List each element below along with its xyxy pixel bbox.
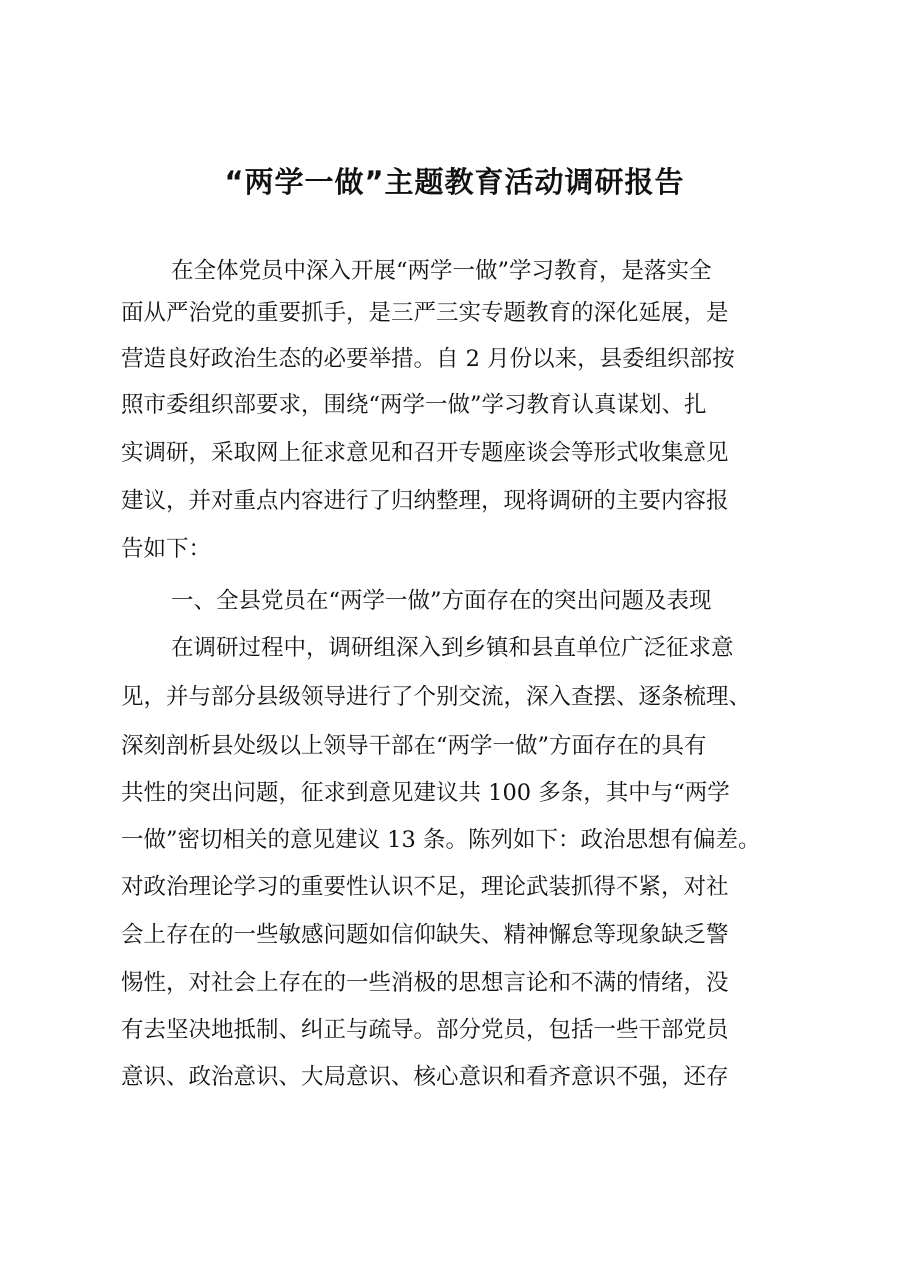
paragraph-line: 实调研，采取网上征求意见和召开专题座谈会等形式收集意见	[121, 440, 729, 466]
paragraph-line: 告如下：	[121, 536, 212, 562]
paragraph-line: 营造良好政治生态的必要举措。自 2 月份以来，县委组织部按	[121, 346, 735, 372]
paragraph-line: 会上存在的一些敏感问题如信仰缺失、精神懈怠等现象缺乏警	[121, 922, 729, 948]
paragraph-line: 面从严治党的重要抓手，是三严三实专题教育的深化延展，是	[121, 300, 729, 326]
paragraph-line: 一做”密切相关的意见建议 13 条。陈列如下：政治思想有偏差。	[121, 827, 761, 853]
paragraph-line: 在调研过程中，调研组深入到乡镇和县直单位广泛征求意	[171, 635, 734, 661]
paragraph-line: 深刻剖析县处级以上领导干部在“两学一做”方面存在的具有	[121, 733, 707, 759]
paragraph-line: 有去坚决地抵制、纠正与疏导。部分党员，包括一些干部党员	[121, 1017, 729, 1043]
paragraph-line: 惕性，对社会上存在的一些消极的思想言论和不满的情绪，没	[121, 970, 729, 996]
paragraph-line: 共性的突出问题，征求到意见建议共 100 多条，其中与“两学	[121, 780, 730, 806]
paragraph-line: 对政治理论学习的重要性认识不足，理论武装抓得不紧，对社	[121, 874, 729, 900]
paragraph-line: 在全体党员中深入开展“两学一做”学习教育，是落实全	[171, 258, 712, 284]
paragraph-line: 意识、政治意识、大局意识、核心意识和看齐意识不强，还存	[121, 1064, 729, 1090]
document-title: “两学一做”主题教育活动调研报告	[224, 165, 685, 199]
paragraph-line: 见，并与部分县级领导进行了个别交流，深入查摆、逐条梳理、	[121, 684, 752, 710]
paragraph-line: 建议，并对重点内容进行了归纳整理，现将调研的主要内容报	[121, 488, 729, 514]
section-heading: 一、全县党员在“两学一做”方面存在的突出问题及表现	[171, 588, 712, 614]
paragraph-line: 照市委组织部要求，围绕“两学一做”学习教育认真谋划、扎	[121, 392, 707, 418]
